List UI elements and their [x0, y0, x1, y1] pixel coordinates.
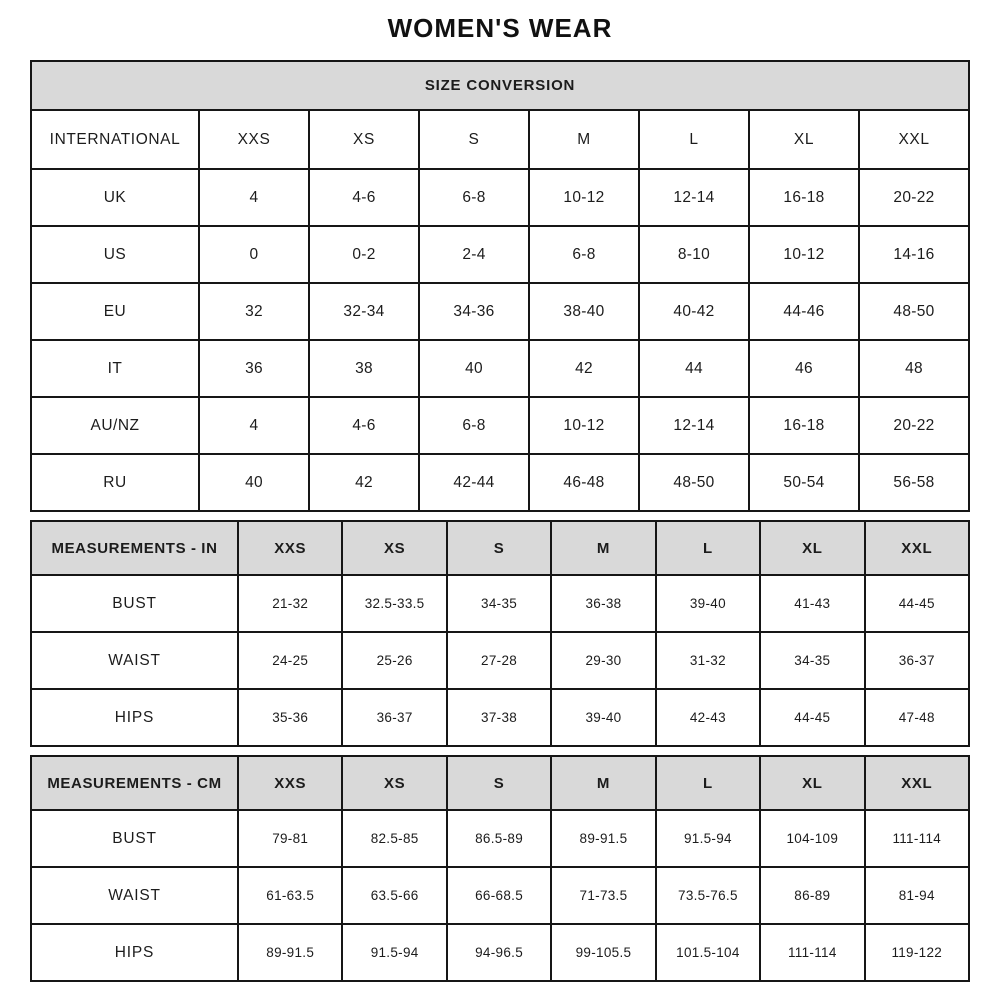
size-value: 4	[199, 397, 309, 454]
size-value: 35-36	[238, 689, 342, 746]
table-row	[31, 632, 969, 689]
size-value: 99-105.5	[551, 924, 655, 981]
size-value: 48-50	[859, 283, 969, 340]
size-value: 6-8	[419, 397, 529, 454]
table-row	[31, 575, 969, 632]
size-value: 61-63.5	[238, 867, 342, 924]
column-header-xxs: XXS	[199, 110, 309, 169]
size-value: 66-68.5	[447, 867, 551, 924]
size-value: 32.5-33.5	[342, 575, 446, 632]
size-value: 47-48	[865, 689, 969, 746]
column-header-s: S	[447, 521, 551, 575]
column-header-row	[31, 110, 969, 169]
column-header-xs: XS	[342, 521, 446, 575]
table-row	[31, 340, 969, 397]
size-value: 81-94	[865, 867, 969, 924]
size-value: 39-40	[656, 575, 760, 632]
table-row	[31, 867, 969, 924]
size-value: 16-18	[749, 397, 859, 454]
size-value: 41-43	[760, 575, 864, 632]
size-value: 0-2	[309, 226, 419, 283]
size-value: 34-35	[447, 575, 551, 632]
size-value: 36-38	[551, 575, 655, 632]
size-value: 8-10	[639, 226, 749, 283]
column-header-xxs: XXS	[238, 756, 342, 810]
size-value: 82.5-85	[342, 810, 446, 867]
size-value: 104-109	[760, 810, 864, 867]
size-value: 39-40	[551, 689, 655, 746]
row-header-label: INTERNATIONAL	[31, 110, 199, 169]
size-value: 40-42	[639, 283, 749, 340]
size-value: 10-12	[529, 397, 639, 454]
size-value: 25-26	[342, 632, 446, 689]
size-value: 20-22	[859, 397, 969, 454]
column-header-m: M	[551, 756, 655, 810]
size-value: 24-25	[238, 632, 342, 689]
size-value: 73.5-76.5	[656, 867, 760, 924]
size-value: 111-114	[865, 810, 969, 867]
size-value: 38	[309, 340, 419, 397]
size-value: 79-81	[238, 810, 342, 867]
size-value: 71-73.5	[551, 867, 655, 924]
size-value: 46-48	[529, 454, 639, 511]
size-value: 38-40	[529, 283, 639, 340]
size-value: 42	[529, 340, 639, 397]
size-value: 91.5-94	[656, 810, 760, 867]
size-value: 44-45	[760, 689, 864, 746]
size-value: 6-8	[529, 226, 639, 283]
row-label-us: US	[31, 226, 199, 283]
size-value: 89-91.5	[238, 924, 342, 981]
column-header-xl: XL	[760, 756, 864, 810]
table-row	[31, 226, 969, 283]
row-label-ru: RU	[31, 454, 199, 511]
size-value: 48-50	[639, 454, 749, 511]
table-row	[31, 397, 969, 454]
size-value: 56-58	[859, 454, 969, 511]
size-value: 32	[199, 283, 309, 340]
size-value: 34-35	[760, 632, 864, 689]
column-header-xl: XL	[760, 521, 864, 575]
size-value: 86.5-89	[447, 810, 551, 867]
row-label-au-nz: AU/NZ	[31, 397, 199, 454]
size-value: 32-34	[309, 283, 419, 340]
size-value: 21-32	[238, 575, 342, 632]
column-header-xxs: XXS	[238, 521, 342, 575]
size-value: 89-91.5	[551, 810, 655, 867]
size-value: 36-37	[865, 632, 969, 689]
table-header-row	[31, 521, 969, 575]
size-value: 0	[199, 226, 309, 283]
size-value: 91.5-94	[342, 924, 446, 981]
size-value: 48	[859, 340, 969, 397]
size-value: 14-16	[859, 226, 969, 283]
size-value: 50-54	[749, 454, 859, 511]
column-header-xxl: XXL	[865, 521, 969, 575]
size-value: 4	[199, 169, 309, 226]
column-header-s: S	[419, 110, 529, 169]
row-label-uk: UK	[31, 169, 199, 226]
column-header-xl: XL	[749, 110, 859, 169]
column-header-s: S	[447, 756, 551, 810]
size-conversion-table	[30, 60, 970, 512]
row-label-hips: HIPS	[31, 689, 238, 746]
size-value: 101.5-104	[656, 924, 760, 981]
row-label-waist: WAIST	[31, 867, 238, 924]
table-row	[31, 169, 969, 226]
page-title: WOMEN'S WEAR	[387, 13, 613, 43]
size-value: 36	[199, 340, 309, 397]
size-value: 111-114	[760, 924, 864, 981]
size-value: 119-122	[865, 924, 969, 981]
size-value: 44-45	[865, 575, 969, 632]
size-value: 20-22	[859, 169, 969, 226]
column-header-l: L	[656, 756, 760, 810]
size-value: 42	[309, 454, 419, 511]
row-label-eu: EU	[31, 283, 199, 340]
measurements-in-table	[30, 520, 970, 747]
row-label-it: IT	[31, 340, 199, 397]
size-value: 40	[419, 340, 529, 397]
row-label-bust: BUST	[31, 575, 238, 632]
size-value: 86-89	[760, 867, 864, 924]
size-value: 12-14	[639, 397, 749, 454]
table-row	[31, 689, 969, 746]
table-header-row	[31, 756, 969, 810]
size-value: 10-12	[529, 169, 639, 226]
size-value: 46	[749, 340, 859, 397]
size-value: 34-36	[419, 283, 529, 340]
size-value: 4-6	[309, 397, 419, 454]
size-value: 63.5-66	[342, 867, 446, 924]
column-header-xs: XS	[309, 110, 419, 169]
size-value: 40	[199, 454, 309, 511]
row-label-hips: HIPS	[31, 924, 238, 981]
row-label-bust: BUST	[31, 810, 238, 867]
table-title: MEASUREMENTS - CM	[31, 756, 238, 810]
measurements-cm-table	[30, 755, 970, 982]
size-value: 4-6	[309, 169, 419, 226]
size-value: 10-12	[749, 226, 859, 283]
row-label-waist: WAIST	[31, 632, 238, 689]
table-row	[31, 810, 969, 867]
size-value: 27-28	[447, 632, 551, 689]
size-value: 2-4	[419, 226, 529, 283]
size-value: 44	[639, 340, 749, 397]
size-value: 6-8	[419, 169, 529, 226]
column-header-xs: XS	[342, 756, 446, 810]
column-header-xxl: XXL	[859, 110, 969, 169]
size-value: 36-37	[342, 689, 446, 746]
size-value: 29-30	[551, 632, 655, 689]
column-header-l: L	[639, 110, 749, 169]
size-value: 12-14	[639, 169, 749, 226]
table-row	[31, 924, 969, 981]
table-title: MEASUREMENTS - IN	[31, 521, 238, 575]
size-value: 37-38	[447, 689, 551, 746]
size-value: 31-32	[656, 632, 760, 689]
size-value: 44-46	[749, 283, 859, 340]
size-value: 42-44	[419, 454, 529, 511]
table-title: SIZE CONVERSION	[31, 61, 969, 110]
table-row	[31, 454, 969, 511]
column-header-m: M	[529, 110, 639, 169]
size-value: 16-18	[749, 169, 859, 226]
table-header-row	[31, 61, 969, 110]
size-value: 94-96.5	[447, 924, 551, 981]
column-header-l: L	[656, 521, 760, 575]
column-header-xxl: XXL	[865, 756, 969, 810]
size-value: 42-43	[656, 689, 760, 746]
column-header-m: M	[551, 521, 655, 575]
table-row	[31, 283, 969, 340]
